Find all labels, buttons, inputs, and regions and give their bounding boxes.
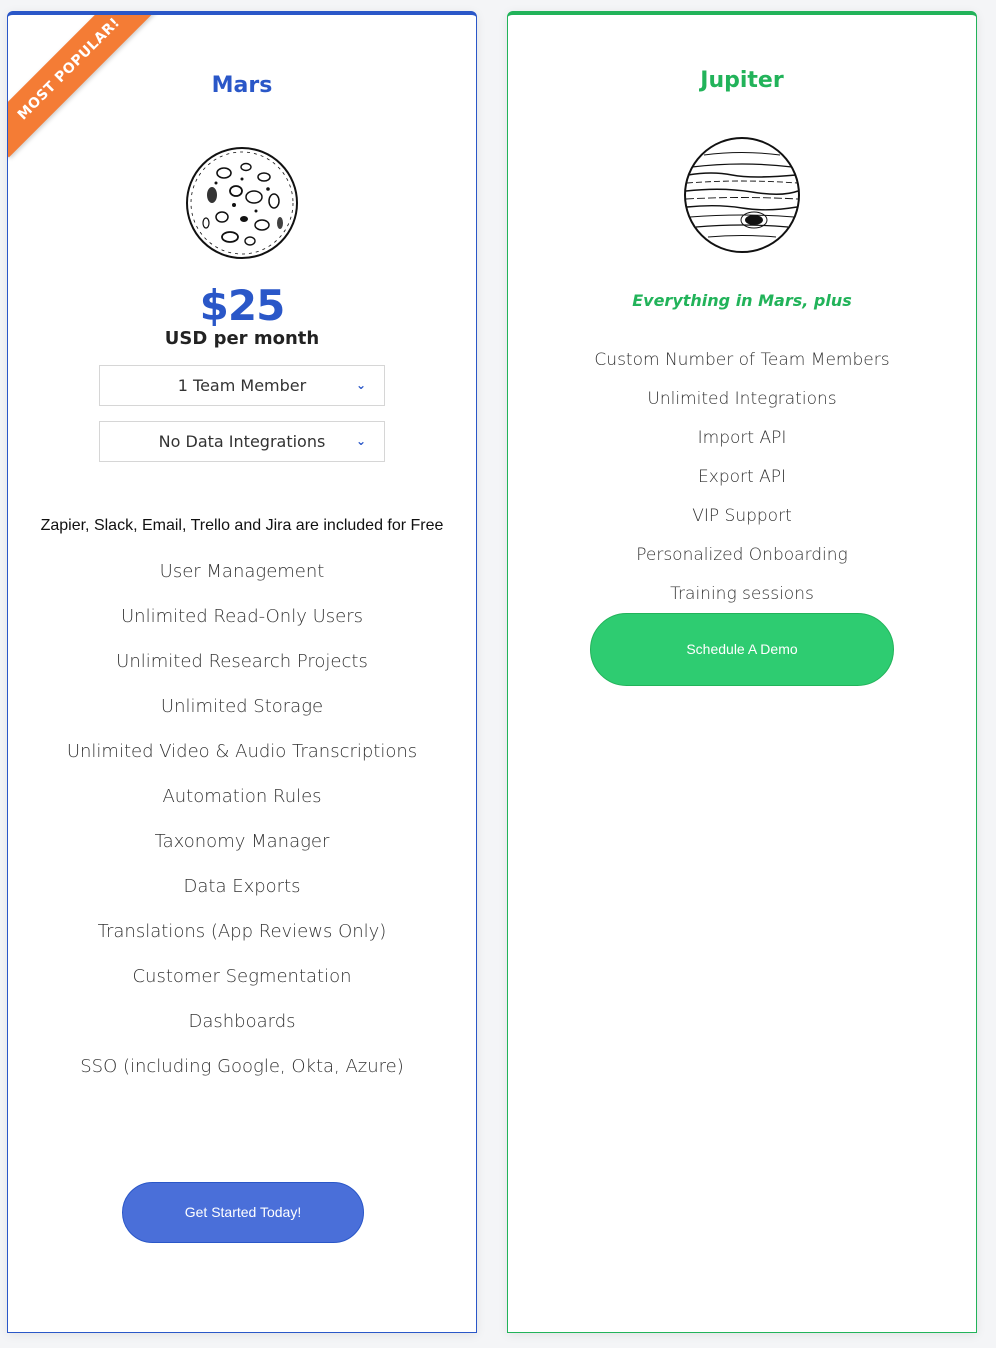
feature-item: Export API: [698, 467, 786, 487]
feature-item: Unlimited Research Projects: [116, 651, 368, 672]
jupiter-plan-card: [507, 11, 977, 1333]
most-popular-ribbon: MOST POPULAR!: [7, 11, 157, 157]
schedule-demo-button[interactable]: Schedule A Demo: [590, 613, 894, 686]
feature-item: User Management: [159, 561, 325, 582]
mars-planet-icon: [184, 145, 300, 261]
feature-item: Data Exports: [183, 876, 301, 897]
feature-item: SSO (including Google, Okta, Azure): [80, 1056, 404, 1077]
feature-item: Unlimited Read-Only Users: [121, 606, 363, 627]
data-integrations-select[interactable]: [99, 421, 385, 462]
feature-item: Unlimited Integrations: [647, 389, 837, 409]
mars-price: $25: [199, 281, 285, 330]
feature-item: Taxonomy Manager: [154, 831, 330, 852]
feature-item: Training sessions: [670, 584, 814, 604]
feature-item: Custom Number of Team Members: [594, 350, 890, 370]
get-started-button[interactable]: Get Started Today!: [122, 1182, 364, 1243]
jupiter-plan-title: Jupiter: [700, 68, 784, 93]
feature-item: VIP Support: [692, 506, 792, 526]
chevron-down-icon: ⌄: [355, 434, 366, 448]
mars-plan-title: Mars: [211, 73, 273, 98]
mars-price-period: USD per month: [164, 328, 320, 349]
free-integrations-note: Zapier, Slack, Email, Trello and Jira are included for Free: [40, 517, 444, 534]
jupiter-feature-list: [508, 348, 976, 621]
feature-item: Unlimited Storage: [160, 696, 324, 717]
feature-item: Personalized Onboarding: [636, 545, 848, 565]
jupiter-planet-icon: [682, 135, 802, 255]
mars-plan-card: [7, 11, 477, 1333]
team-member-select-value: 1 Team Member: [177, 376, 307, 395]
feature-item: Translations (App Reviews Only): [97, 921, 387, 942]
feature-item: Customer Segmentation: [132, 966, 352, 987]
mars-feature-list: [8, 559, 476, 1099]
feature-item: Unlimited Video & Audio Transcriptions: [66, 741, 418, 762]
team-member-select[interactable]: [99, 365, 385, 406]
jupiter-subtitle: Everything in Mars, plus: [632, 291, 852, 310]
chevron-down-icon: ⌄: [355, 378, 366, 392]
feature-item: Dashboards: [188, 1011, 296, 1032]
feature-item: Automation Rules: [162, 786, 322, 807]
data-integrations-select-value: No Data Integrations: [158, 432, 326, 451]
feature-item: Import API: [697, 428, 787, 448]
